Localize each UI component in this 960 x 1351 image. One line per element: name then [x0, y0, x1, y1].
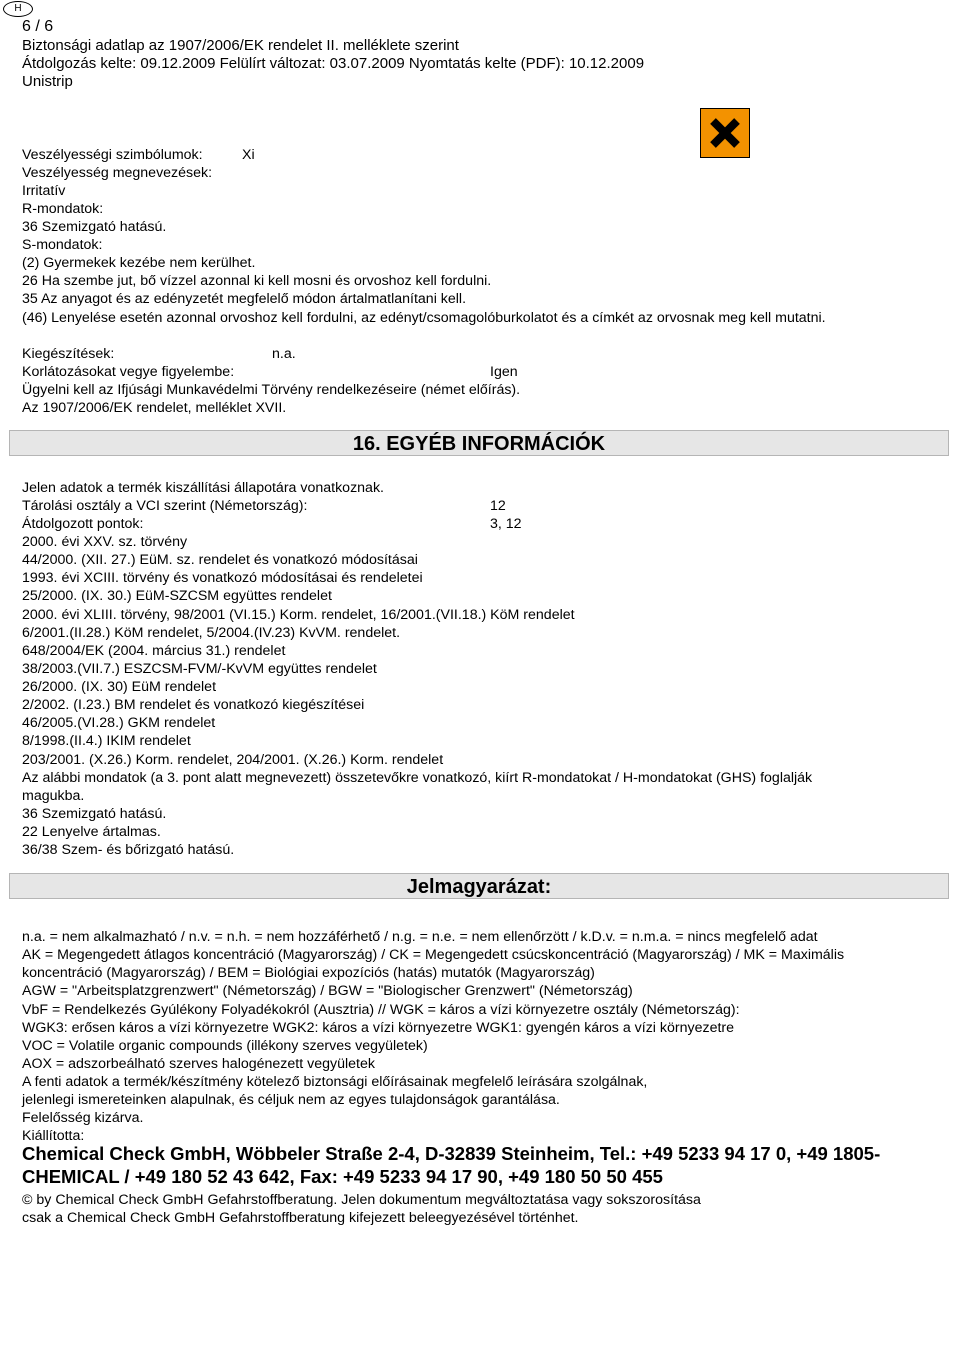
r-phrases-label: R-mondatok: — [22, 201, 104, 217]
company-logo: H — [3, 1, 33, 17]
legend-title: Jelmagyarázat: — [406, 876, 552, 898]
regulation-line: 44/2000. (XII. 27.) EüM. sz. rendelet és vonatkozó módosításai — [22, 552, 418, 568]
s-phrase-line: 35 Az anyagot és az edényzetét megfelelő módon ártalmatlanítani kell. — [22, 291, 467, 307]
legend-line: koncentráció (Magyarország) / BEM = Biológiai expozíciós (hatás) mutatók (Magyarország) — [22, 965, 595, 981]
s-phrase-line: 26 Ha szembe jut, bő vízzel azonnal ki kell mosni és orvoshoz kell fordulni. — [22, 273, 492, 289]
s-phrase-line: (46) Lenyelése esetén azonnal orvoshoz kell fordulni, az edényt/csomagolóburkolatot és a címkét az orvosnak meg kell mutatni. — [22, 310, 826, 326]
regulation-line: 648/2004/EK (2004. március 31.) rendelet — [22, 643, 286, 659]
legend-line: WGK3: erősen káros a vízi környezetre WGK2: káros a vízi környezetre WGK1: gyengén káros a vízi környezetre — [22, 1020, 735, 1036]
regulation-line: 8/1998.(II.4.) IKIM rendelet — [22, 733, 191, 749]
issuer-line-1: Chemical Check GmbH, Wöbbeler Straße 2-4, D-32839 Steinheim, Tel.: +49 5233 94 17 0, +49 1805- — [22, 1143, 881, 1164]
regulation-line: 38/2003.(VII.7.) ESZCSM-FVM/-KvVM együttes rendelet — [22, 661, 377, 677]
legend-line: jelenlegi ismereteinken alapulnak, és céljuk nem az egyes tulajdonságok garantálása. — [22, 1092, 560, 1108]
legend-line: A fenti adatok a termék/készítmény kötelező biztonsági előírásainak megfelelő leírására szolgálnak, — [22, 1074, 648, 1090]
regulation-line: 26/2000. (IX. 30) EüM rendelet — [22, 679, 217, 695]
supplements-value: n.a. — [272, 346, 296, 362]
supplements-label: Kiegészítések: — [22, 346, 115, 362]
r-phrase-line: 36/38 Szem- és bőrizgató hatású. — [22, 842, 235, 858]
section-16-header — [9, 430, 949, 456]
revised-sections-value: 3, 12 — [490, 516, 522, 532]
header-regulation: Biztonsági adatlap az 1907/2006/EK rendelet II. melléklete szerint — [22, 37, 459, 54]
legend-line: AGW = "Arbeitsplatzgrenzwert" (Németország) / BGW = "Biologischer Grenzwert" (Németország) — [22, 983, 633, 999]
section-16-title: 16. EGYÉB INFORMÁCIÓK — [352, 433, 606, 455]
regulation-line: 25/2000. (IX. 30.) EüM-SZCSM együttes rendelet — [22, 588, 332, 604]
hazard-symbols-label: Veszélyességi szimbólumok: — [22, 147, 203, 163]
regulation-line: 203/2001. (X.26.) Korm. rendelet, 204/2001. (X.26.) Korm. rendelet — [22, 752, 444, 768]
harmful-irritant-cross-icon — [700, 108, 750, 158]
storage-class-value: 12 — [490, 498, 506, 514]
revised-sections-label: Átdolgozott pontok: — [22, 516, 144, 532]
legend-line: n.a. = nem alkalmazható / n.v. = n.h. = nem hozzáférhető / n.g. = n.e. = nem ellenőrzött / k.D.v. = n.m.a. = nincs megfelelő adat — [22, 929, 818, 945]
regulation-line: 2000. évi XXV. sz. törvény — [22, 534, 188, 550]
legend-header — [9, 873, 949, 899]
copyright-line-2: csak a Chemical Check GmbH Gefahrstoffberatung kifejezett beleegyezésével történhet. — [22, 1210, 579, 1226]
hazard-designation-value: Irritatív — [22, 183, 66, 199]
r-phrase-line: 36 Szemizgató hatású. — [22, 219, 167, 235]
legend-line: VOC = Volatile organic compounds (illékony szerves vegyületek) — [22, 1038, 428, 1054]
r-phrase-line: 22 Lenyelve ártalmas. — [22, 824, 161, 840]
r-phrases-intro-cont: magukba. — [22, 788, 85, 804]
regulation-line: 6/2001.(II.28.) KöM rendelet, 5/2004.(IV.23) KvVM. rendelet. — [22, 625, 401, 641]
page-number: 6 / 6 — [22, 18, 54, 35]
r-phrase-line: 36 Szemizgató hatású. — [22, 806, 167, 822]
s-phrase-line: (2) Gyermekek kezébe nem kerülhet. — [22, 255, 256, 271]
section-16-intro: Jelen adatok a termék kiszállítási állapotára vonatkoznak. — [22, 480, 384, 496]
regulation-line: 46/2005.(VI.28.) GKM rendelet — [22, 715, 216, 731]
regulation-line: 2/2002. (I.23.) BM rendelet és vonatkozó kiegészítései — [22, 697, 365, 713]
header-product-name: Unistrip — [22, 73, 73, 90]
issuer-line-2: CHEMICAL / +49 180 52 43 642, Fax: +49 5233 94 17 90, +49 180 50 50 455 — [22, 1166, 663, 1187]
restrictions-label: Korlátozásokat vegye figyelembe: — [22, 364, 235, 380]
header-dates: Átdolgozás kelte: 09.12.2009 Felülírt változat: 03.07.2009 Nyomtatás kelte (PDF): 10.12.2009 — [22, 55, 645, 72]
r-phrases-intro: Az alábbi mondatok (a 3. pont alatt megnevezett) összetevőkre vonatkozó, kiírt R-mondatokat / H-mondatokat (GHS) foglalják — [22, 770, 813, 786]
s-phrases-label: S-mondatok: — [22, 237, 103, 253]
regulation-line: 1993. évi XCIII. törvény és vonatkozó módosításai és rendeletei — [22, 570, 423, 586]
disclaimer: Felelősség kizárva. — [22, 1110, 144, 1126]
storage-class-label: Tárolási osztály a VCI szerint (Németország): — [22, 498, 308, 514]
regulation-annex-note: Az 1907/2006/EK rendelet, melléklet XVII. — [22, 400, 287, 416]
youth-protection-note: Ügyelni kell az Ifjúsági Munkavédelmi Törvény rendelkezéseire (német előírás). — [22, 382, 521, 398]
regulation-line: 2000. évi XLIII. törvény, 98/2001 (VI.15.) Korm. rendelet, 16/2001.(VII.18.) KöM rendelet — [22, 607, 575, 623]
copyright-line-1: © by Chemical Check GmbH Gefahrstoffberatung. Jelen dokumentum megváltoztatása vagy sokszorosítása — [22, 1192, 701, 1208]
restrictions-value: Igen — [490, 364, 518, 380]
legend-line: AK = Megengedett átlagos koncentráció (Magyarország) / CK = Megengedett csúcskoncentráció (Magyarország) / MK = Maximális — [22, 947, 845, 963]
legend-line: VbF = Rendelkezés Gyúlékony Folyadékokról (Ausztria) // WGK = káros a vízi környezetre osztály (Németország): — [22, 1002, 740, 1018]
hazard-symbols-value: Xi — [242, 147, 255, 163]
hazard-designation-label: Veszélyesség megnevezések: — [22, 165, 213, 181]
legend-line: AOX = adszorbeálható szerves halogénezett vegyületek — [22, 1056, 375, 1072]
issued-by-label: Kiállította: — [22, 1128, 85, 1144]
